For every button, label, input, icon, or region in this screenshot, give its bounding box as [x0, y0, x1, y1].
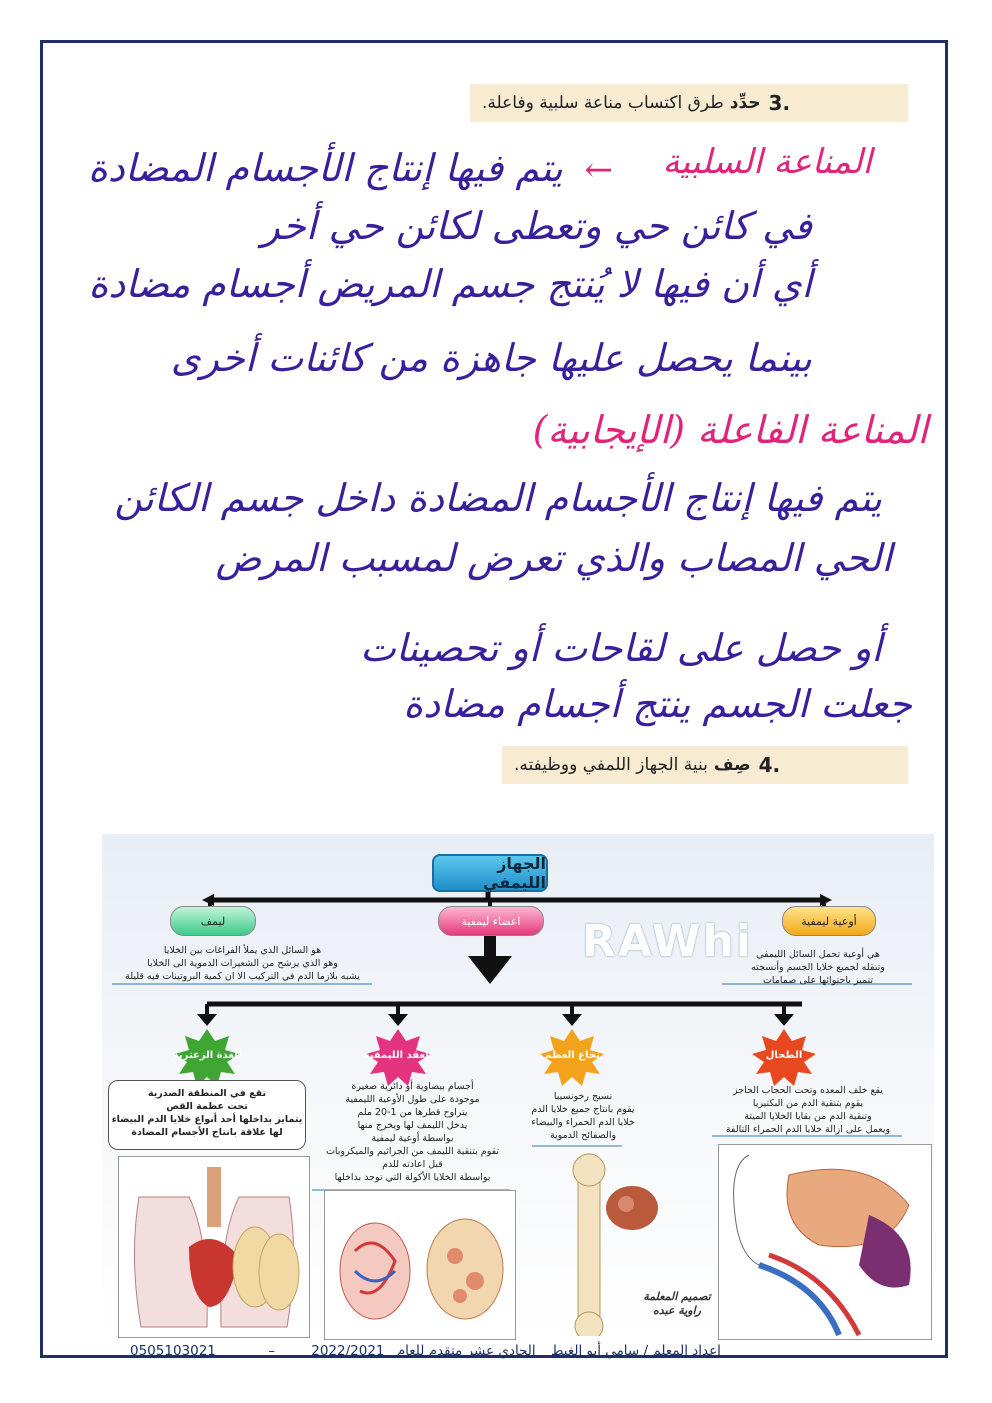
- answer-line: يتم فيها إنتاج الأجسام المضادة: [88, 146, 563, 190]
- watermark: RAWhi: [582, 916, 753, 967]
- answer-line: بينما يحصل عليها جاهزة من كائنات أخرى: [170, 336, 812, 380]
- footer-dash: –: [268, 1343, 275, 1359]
- passive-immunity-heading: المناعة السلبية: [662, 142, 872, 182]
- question-number: 4.: [758, 753, 781, 777]
- question-3-box: [470, 84, 908, 122]
- bone-marrow-description: نسيج رخونسيبا يقوم بانتاج جميع خلايا الدم خلايا الدم الحمراء والبيضاء والصفائح الدموية: [531, 1091, 635, 1141]
- lymph-organs-pill: اعضاء ليمفية: [438, 906, 544, 936]
- footer-phone: 0505103021: [130, 1343, 216, 1359]
- lymph-description: هو السائل الذي يملأ الفراغات بين الخلايا وهو الذي يرشح من الشعيرات الدموية الى الخلايا يشبه بلازما الدم في التركيب الا ان كمية البروتينات فيه قليلة: [125, 945, 360, 982]
- thymus-description: تقع في المنطقة الصدرية تحت عظمة القص يتمايز بداخلها أحد أنواع خلايا الدم البيضاء لها علاقة بانتاج الأجسام المضادة: [111, 1088, 303, 1138]
- spleen-description: يقع خلف المعده وتحت الحجاب الحاجز يقوم بتنقية الدم من البكتيريا وتنقية الدم من بقايا الخلايا الميتة ويعمل على ازالة خلايا الدم الحمراء التالفة: [725, 1085, 891, 1135]
- spleen-label: الطحال: [765, 1050, 803, 1061]
- vessels-description: هي أوعية تحمل السائل الليمفي وتنقله لجميع خلايا الجسم وأنسجته تتميز باحتوائها على صمامات: [751, 949, 885, 986]
- footer: [130, 1343, 830, 1361]
- answer-line: أو حصل على لقاحات أو تحصينات: [360, 626, 882, 670]
- lymph-node-icon: [325, 1191, 515, 1339]
- thymus-illustration: [118, 1156, 310, 1338]
- question-number: 3.: [768, 91, 791, 115]
- thymus-label: الغدة الزعترية: [172, 1050, 242, 1061]
- lymphatic-system-diagram: [102, 834, 934, 1340]
- footer-author: اعداد المعلم / سامي أبو الغيط _ الحادي عشر متقدم للعام: [396, 1343, 721, 1359]
- answer-line: الحي المصاب والذي تعرض لمسبب المرض: [215, 536, 892, 580]
- question-text: طرق اكتساب مناعة سلبية وفاعلة.: [482, 93, 724, 113]
- designer-credit: تصميم المعلمة راوية عبده: [643, 1290, 711, 1317]
- thymus-lungs-icon: [119, 1157, 309, 1337]
- footer-year: 2022/2021: [311, 1343, 385, 1359]
- bone-marrow-label: نخاع العظم: [544, 1050, 600, 1061]
- answer-line: في كائن حي وتعطى لكائن حي أخر: [261, 204, 812, 248]
- lymph-nodes-label: العقد الليمفية: [363, 1050, 433, 1061]
- spleen-illustration: [718, 1144, 932, 1340]
- answer-line: يتم فيها إنتاج الأجسام المضادة داخل جسم الكائن: [114, 476, 882, 520]
- lymph-nodes-description: أجسام بيضاوية أو دائرية صغيرة موجودة على طول الأوعية الليمفية يتراوح قطرها من 1-20 ملم يدخل الليمف لها ويخرج منها بواسطة أوعية ليمفية تقوم بتنقية الليمف من الجراثيم والميكروبات قبل اعادته للدم بواسطة الخلايا الأكولة التي توجد بداخلها: [325, 1081, 500, 1183]
- thymus-info-box: [108, 1080, 306, 1150]
- lymph-node-illustration: [324, 1190, 516, 1340]
- question-verb: صِف: [713, 755, 751, 775]
- question-verb: حدِّد: [729, 93, 761, 113]
- diagram-title: الجهاز الليمفي: [432, 854, 548, 892]
- question-text: بنية الجهاز اللمفي ووظيفته.: [514, 755, 708, 775]
- answer-line: أي أن فيها لا يُنتج جسم المريض أجسام مضادة: [88, 262, 812, 306]
- spleen-icon: [719, 1145, 931, 1339]
- lymph-pill: ليمف: [170, 906, 256, 936]
- lymph-vessels-pill: أوعية ليمفية: [782, 906, 876, 936]
- active-immunity-heading: المناعة الفاعلة (الإيجابية): [532, 408, 928, 452]
- answer-line: جعلت الجسم ينتج أجسام مضادة: [403, 682, 912, 726]
- arrow-icon: ←: [584, 150, 614, 190]
- question-4-box: [502, 746, 908, 784]
